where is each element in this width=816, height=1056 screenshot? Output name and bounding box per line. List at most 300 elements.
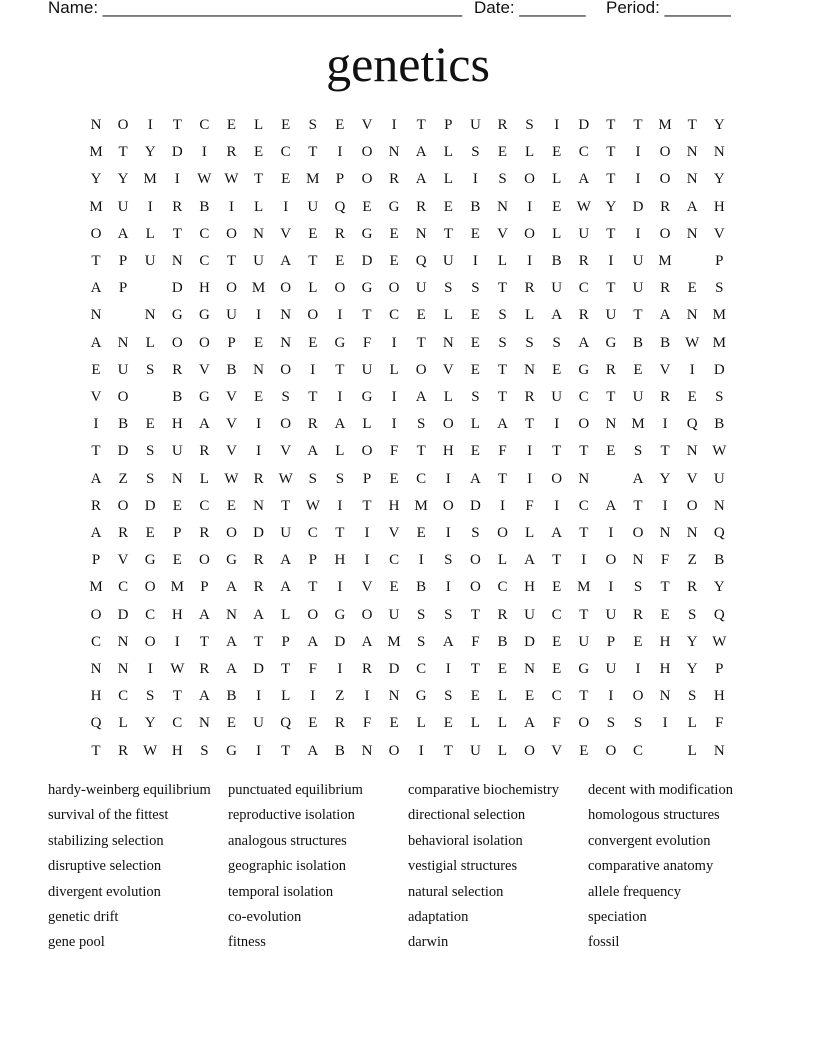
grid-letter: V [388,525,400,541]
grid-letter: O [144,579,156,596]
grid-letter: I [256,742,262,759]
grid-letter: T [633,497,643,514]
grid-letter: W [224,171,239,188]
grid-letter: R [660,280,671,297]
grid-letter: E [687,389,697,405]
grid-letter: T [606,389,616,405]
grid-letter: M [658,253,672,269]
grid-letter: O [226,525,237,541]
grid-letter: S [146,688,155,705]
grid-letter: I [608,253,614,269]
grid-letter: Y [659,470,671,487]
grid-letter: E [172,497,182,514]
grid-letter: M [89,144,103,161]
grid-letter: T [606,225,616,242]
grid-letter: O [117,389,129,405]
grid-letter: I [147,198,153,215]
grid-letter: N [171,470,183,487]
grid-letter: T [687,117,697,133]
grid-letter: N [361,742,373,759]
grid-letter: I [608,525,614,541]
grid-letter: T [308,253,318,269]
grid-letter: E [389,579,399,596]
grid-letter: O [442,416,454,433]
grid-letter: U [415,280,427,297]
grid-letter: P [606,633,616,650]
grid-letter: I [337,579,343,596]
grid-letter: S [525,117,534,133]
grid-letter: G [198,389,210,405]
puzzle-title: genetics [326,36,490,92]
grid-letter: A [659,307,671,324]
grid-letter: A [117,225,129,242]
grid-letter: W [685,334,700,351]
grid-letter: A [226,633,237,650]
grid-letter: R [389,171,400,188]
grid-letter: Q [334,198,346,215]
grid-letter: T [579,443,589,460]
grid-letter: V [226,443,237,460]
grid-letter: P [91,552,101,569]
grid-letter: Y [686,633,698,650]
grid-letter: E [633,633,643,650]
grid-letter: E [552,144,562,161]
grid-letter: M [658,117,672,133]
grid-letter: A [90,280,102,297]
grid-letter: E [335,253,345,269]
grid-letter: Q [415,253,427,269]
grid-letter: T [416,443,426,460]
grid-letter: T [552,443,562,460]
grid-letter: O [90,606,102,623]
grid-letter: I [527,253,533,269]
grid-letter: N [659,688,671,705]
grid-letter: O [686,497,698,514]
grid-letter: P [281,633,290,650]
grid-letter: S [471,389,480,405]
grid-letter: O [469,579,481,596]
grid-letter: R [605,361,616,378]
grid-letter: E [281,171,291,188]
word-column [408,778,588,956]
word-bank-item: darwin [408,934,449,951]
grid-letter: H [713,688,725,705]
grid-letter: L [416,715,426,732]
grid-letter: A [90,525,102,541]
grid-letter: C [416,661,427,677]
grid-letter: G [198,307,210,324]
grid-letter: I [256,416,262,433]
grid-letter: I [527,470,533,487]
grid-letter: V [280,225,292,242]
grid-letter: W [712,443,727,460]
grid-letter: O [280,280,292,297]
grid-letter: I [201,144,207,161]
grid-letter: S [417,416,426,433]
grid-letter: I [364,552,370,569]
grid-letter: D [578,117,590,133]
grid-letter: I [337,497,343,514]
grid-letter: O [307,307,319,324]
grid-letter: I [256,307,262,324]
grid-letter: M [89,198,103,215]
grid-letter: A [605,497,617,514]
grid-letter: U [280,525,292,541]
grid-letter: E [389,225,399,242]
grid-letter: F [660,552,670,569]
grid-letter: W [712,633,727,650]
grid-letter: S [688,606,697,623]
grid-letter: R [578,307,589,324]
grid-letter: D [469,497,481,514]
grid-letter: E [172,552,182,569]
grid-letter: E [226,117,237,133]
grid-letter: B [714,552,725,569]
grid-letter: I [527,443,533,460]
grid-letter: O [307,606,319,623]
grid-letter: U [361,361,373,378]
grid-letter: S [308,470,317,487]
grid-letter: O [469,552,481,569]
grid-letter: M [631,416,645,433]
grid-letter: E [470,443,480,460]
period-field-label: Period: _______ [606,0,731,17]
grid-letter: M [89,579,103,596]
grid-letter: S [444,688,453,705]
grid-letter: P [227,334,236,351]
grid-letter: A [307,742,319,759]
grid-letter: Z [335,688,345,705]
grid-letter: O [415,361,427,378]
grid-letter: N [117,633,129,650]
grid-letter: O [198,334,210,351]
grid-letter: B [470,198,481,215]
grid-letter: Q [686,416,698,433]
grid-letter: N [253,361,265,378]
grid-letter: G [334,334,346,351]
grid-letter: L [552,171,562,188]
grid-letter: B [226,688,237,705]
grid-letter: T [416,334,426,351]
grid-letter: H [524,579,536,596]
grid-letter: R [172,361,183,378]
grid-letter: T [281,497,291,514]
grid-letter: N [442,334,454,351]
grid-letter: O [659,171,671,188]
grid-letter: Y [686,661,698,677]
grid-letter: A [415,389,427,405]
grid-letter: B [118,416,129,433]
grid-letter: P [308,552,317,569]
grid-letter: E [91,361,101,378]
grid-letter: D [524,633,536,650]
grid-letter: G [361,389,373,405]
grid-letter: L [497,742,508,759]
grid-letter: E [226,497,237,514]
grid-letter: W [278,470,293,487]
grid-letter: E [470,688,480,705]
grid-letter: I [391,334,397,351]
grid-letter: O [632,688,644,705]
grid-letter: I [418,742,424,759]
grid-letter: E [470,307,480,324]
grid-letter: A [686,198,698,215]
grid-letter: E [416,525,426,541]
word-bank-item: fitness [228,934,266,951]
grid-letter: L [254,117,264,133]
grid-letter: I [581,552,587,569]
grid-letter: T [606,280,616,297]
grid-letter: V [90,389,102,405]
grid-letter: E [552,198,562,215]
grid-letter: A [632,470,644,487]
grid-letter: U [524,606,536,623]
grid-letter: E [579,742,589,759]
grid-letter: N [713,144,725,161]
word-bank-item: decent with modification [588,782,733,798]
grid-letter: O [578,715,590,732]
grid-letter: S [146,443,155,460]
grid-letter: A [361,633,373,650]
grid-letter: W [224,470,239,487]
grid-letter: A [469,470,481,487]
grid-letter: Z [118,470,128,487]
grid-letter: O [605,552,617,569]
grid-letter: R [199,661,210,677]
grid-letter: C [307,525,318,541]
grid-letter: T [91,253,101,269]
grid-letter: T [172,225,182,242]
word-bank-item: vestigial structures [408,858,518,875]
grid-letter: N [280,307,292,324]
grid-letter: G [388,198,400,215]
grid-letter: I [364,525,370,541]
grid-letter: R [416,198,427,215]
grid-letter: B [660,334,671,351]
grid-letter: T [118,144,128,161]
grid-letter: S [715,280,724,297]
grid-letter: M [387,633,401,650]
grid-letter: R [199,443,210,460]
grid-letter: E [389,715,399,732]
grid-letter: U [632,280,644,297]
grid-letter: T [281,661,291,677]
grid-letter: S [633,579,643,596]
grid-letter: T [416,117,426,133]
grid-letter: U [713,470,725,487]
grid-letter: U [307,198,319,215]
grid-letter: U [469,742,481,759]
grid-letter: O [388,742,400,759]
grid-letter: H [659,633,671,650]
grid-letter: M [143,171,157,188]
grid-letter: N [253,497,265,514]
grid-letter: B [632,334,643,351]
grid-letter: N [144,307,156,324]
grid-letter: I [147,117,153,133]
grid-letter: E [362,198,372,215]
grid-letter: O [280,416,292,433]
grid-letter [137,275,164,302]
grid-letter: Y [713,579,725,596]
grid-letter: E [497,144,508,161]
grid-letter: F [471,633,480,650]
grid-letter: D [171,144,183,161]
word-bank-item: analogous structures [228,832,347,849]
grid-letter: I [228,198,234,215]
grid-letter: L [687,715,697,732]
grid-letter: S [715,389,724,405]
grid-letter: A [415,171,427,188]
grid-letter: W [305,497,320,514]
grid-letter: E [552,579,562,596]
grid-letter: I [256,688,262,705]
grid-letter: R [524,389,535,405]
grid-letter: E [389,253,399,269]
grid-letter: R [687,579,698,596]
grid-letter: I [391,416,397,433]
grid-letter: D [632,198,644,215]
grid-letter: R [90,497,101,514]
grid-letter: B [226,361,237,378]
word-bank-item: natural selection [408,883,504,900]
grid-letter: M [306,171,320,188]
grid-letter: L [443,171,453,188]
grid-letter: U [253,253,265,269]
word-bank-item: reproductive isolation [228,807,355,824]
grid-letter: D [144,497,156,514]
grid-letter: A [90,470,102,487]
grid-letter: C [118,579,129,596]
word-bank-item: allele frequency [588,883,681,900]
grid-letter: E [687,280,697,297]
grid-letter: M [712,334,726,351]
grid-letter: I [283,198,289,215]
grid-letter: R [660,389,671,405]
grid-letter: L [497,253,508,269]
grid-letter: L [443,144,453,161]
word-bank-item: punctuated equilibrium [228,782,363,798]
grid-letter: L [525,307,535,324]
grid-letter: M [712,307,726,324]
grid-letter: F [525,497,534,514]
grid-letter: S [471,280,480,297]
grid-letter: N [686,525,698,541]
grid-letter: A [442,633,454,650]
grid-letter: E [470,361,480,378]
grid-letter: O [361,443,373,460]
student-info-header [48,0,748,20]
grid-letter: V [442,361,454,378]
grid-letter: N [90,661,102,677]
grid-letter: S [146,470,155,487]
grid-letter: A [524,552,536,569]
grid-letter: M [414,497,428,514]
word-bank-item: hardy-weinberg equilibrium [48,782,211,798]
grid-letter: I [391,117,397,133]
grid-letter: C [578,497,589,514]
grid-letter: P [362,470,372,487]
grid-letter: L [443,389,453,405]
grid-letter: U [632,253,644,269]
grid-letter: L [308,280,318,297]
grid-letter: D [253,525,265,541]
grid-letter: I [337,661,343,677]
grid-letter: I [499,497,505,514]
grid-letter: O [659,144,671,161]
grid-letter: Z [687,552,697,569]
grid-letter: D [334,633,346,650]
grid-letter: H [442,443,454,460]
grid-letter: A [198,416,210,433]
grid-letter: L [199,470,209,487]
grid-letter: L [525,525,535,541]
grid-letter: E [145,525,155,541]
grid-letter: L [497,688,508,705]
grid-letter: H [659,661,671,677]
grid-letter: C [280,144,291,161]
grid-letter: U [226,307,237,324]
grid-letter: T [254,633,264,650]
grid-letter: N [117,334,129,351]
grid-letter: A [90,334,102,351]
word-bank-item: comparative anatomy [588,858,714,875]
grid-letter: G [226,552,237,569]
grid-letter: E [308,334,318,351]
grid-letter: C [497,579,508,596]
grid-letter: E [606,443,616,460]
word-bank-item: genetic drift [48,909,119,926]
grid-letter: V [551,742,563,759]
grid-letter: O [198,552,210,569]
grid-letter: T [91,742,101,759]
grid-letter: L [362,416,372,433]
grid-letter: C [145,606,156,623]
word-bank-item: speciation [588,909,647,926]
grid-letter: B [172,389,183,405]
grid-letter: A [307,633,319,650]
grid-letter: T [633,307,643,324]
grid-letter: B [334,742,345,759]
grid-letter: F [362,715,372,732]
grid-letter: U [442,253,454,269]
grid-letter: N [524,361,536,378]
grid-letter: O [497,525,508,541]
grid-letter: C [199,117,210,133]
grid-letter: Q [713,606,725,623]
grid-letter: S [606,715,616,732]
grid-letter: O [632,525,644,541]
grid-letter: N [388,144,400,161]
grid-letter: A [280,579,292,596]
grid-letter: N [90,307,102,324]
grid-letter: L [497,715,508,732]
grid-letter: L [254,198,264,215]
grid-letter: E [226,715,237,732]
grid-letter: S [281,389,290,405]
grid-letter: I [635,144,641,161]
grid-letter: T [525,416,535,433]
grid-letter: Q [90,715,102,732]
grid-letter: I [635,171,641,188]
grid-letter: C [632,742,643,759]
grid-letter: T [172,688,182,705]
grid-letter: T [606,117,616,133]
grid-letter: V [713,225,725,242]
name-field-label: Name: ______________________________________ [48,0,463,17]
grid-letter: E [254,144,264,161]
grid-letter: V [198,361,210,378]
